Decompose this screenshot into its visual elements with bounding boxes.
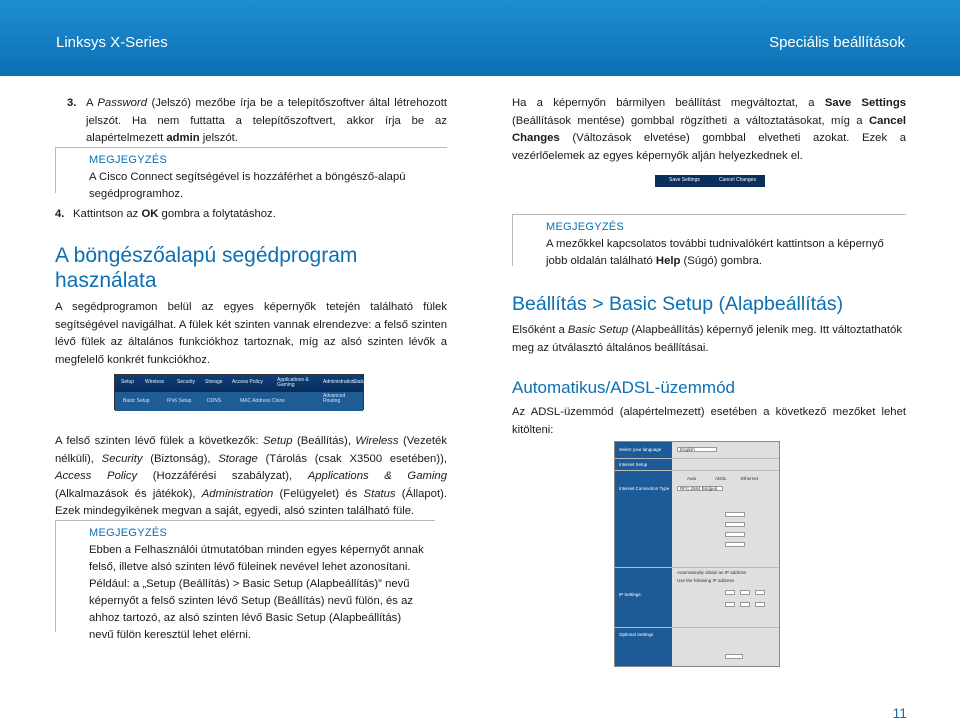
text-run: Basic Setup — [567, 324, 629, 336]
text-run: Access Policy — [55, 470, 138, 482]
note-box-3 — [512, 214, 906, 266]
paragraph — [55, 433, 447, 521]
sub-tab: MAC Address Clone — [240, 398, 286, 404]
form-input — [725, 542, 745, 547]
text-run: Password — [97, 97, 147, 109]
text-run: (Biztonság), — [142, 452, 219, 465]
sub-tab: DDNS — [207, 398, 222, 404]
top-tab: Setup — [121, 379, 135, 385]
form-value: English — [680, 447, 695, 452]
form-label: IP Settings — [619, 592, 641, 597]
form-select — [725, 654, 743, 659]
form-value: Auto — [687, 476, 697, 481]
paragraph — [512, 95, 906, 165]
text-run: Save Settings — [824, 97, 906, 109]
text-run: (Alkalmazások és játékok), — [55, 487, 202, 500]
step-3 — [55, 95, 447, 145]
text-run: admin — [166, 132, 200, 144]
page-number: 11 — [892, 705, 907, 719]
form-value: Ethernet — [741, 476, 759, 481]
section-title: Speciális beállítások — [769, 34, 905, 51]
step-number: 4. — [55, 208, 65, 220]
note-tag: MEGJEGYZÉS — [89, 154, 168, 166]
section-heading: A böngészőalapú segédprogram használata — [55, 244, 358, 292]
form-input — [725, 512, 745, 517]
form-input — [725, 522, 745, 527]
text-run: Wireless — [355, 435, 399, 447]
form-label: Optional Settings — [619, 632, 654, 637]
form-value: ADSL — [715, 476, 727, 481]
step-number: 3. — [67, 97, 77, 109]
text-run: gombra a folytatáshoz. — [158, 208, 276, 220]
text-run: Administration — [201, 487, 274, 500]
form-divider — [615, 627, 780, 628]
form-input — [725, 602, 735, 607]
form-input — [740, 602, 750, 607]
form-label: Internet Setup — [619, 462, 648, 467]
paragraph — [512, 322, 906, 357]
form-value: Use the following IP address — [677, 578, 734, 583]
text-run: Applications & Gaming — [307, 470, 447, 482]
text-run: Storage — [218, 452, 258, 465]
top-tab-bar — [115, 375, 368, 392]
note-text: Például: a „Setup (Beállítás) > Basic Setup (Alapbeállítás)” nevű képernyőt a felső szinten lévő Setup (Beállítás) nevű fülön, és az ahhoz tartozó, az alsó szinten lévő Basic Setup (Alapbeállítás) nevű fülön keresztül lehet elérni. — [89, 578, 414, 641]
page-header — [0, 0, 960, 76]
form-input — [725, 532, 745, 537]
note-text: Ebben a Felhasználói útmutatóban minden egyes képernyőt annak felső, illetve alsó szinten lévő füleinek nevével lehet azonosítani. — [89, 544, 424, 573]
form-input — [725, 590, 735, 595]
sub-heading: Automatikus/ADSL-üzemmód — [512, 378, 735, 397]
text-run: Cancel Changes — [512, 114, 906, 144]
sub-tab-bar — [115, 392, 363, 411]
form-input — [755, 602, 765, 607]
note-text: A Cisco Connect segítségével is hozzáférhet a böngésző-alapú segédprogramhoz. — [89, 171, 406, 200]
text-run: (Változások elvetése) gombbal elvetheti azokat. Ezek a vezérlőelemek az egyes képernyők alján helyezkednek el. — [512, 132, 906, 162]
tab-navigation-screenshot — [114, 374, 368, 410]
form-divider — [615, 567, 780, 568]
sub-tab: IPv6 Setup — [167, 398, 192, 404]
text-run: (Jelszó) mezőbe írja be a telepítőszoftver által létrehozott jelszót. Ha nem futtatta a telepítőszoftvert, akkor írja be az alapértelmezett — [86, 97, 447, 144]
sub-tab: Advanced Routing — [323, 393, 346, 404]
note-box-2 — [55, 520, 435, 641]
text-run: (Felügyelet) és — [273, 487, 364, 500]
text-run: Setup — [263, 435, 293, 447]
basic-setup-form-screenshot — [614, 441, 780, 667]
save-cancel-buttons-screenshot — [655, 175, 765, 187]
text-run: (Alapbeállítás) képernyő jelenik meg. Itt változtathatók meg az útválasztó általános beállításai. — [512, 324, 902, 354]
form-input — [740, 590, 750, 595]
text-run: (Beállítás), — [292, 435, 356, 447]
text-run: jelszót. — [199, 132, 238, 144]
form-input — [755, 590, 765, 595]
text-run: A mezőkkel kapcsolatos további tudnivalókért kattintson a képernyő jobb oldalán található — [546, 238, 884, 267]
form-divider — [615, 458, 780, 459]
top-tab: Status — [353, 379, 368, 385]
form-label: Select your language — [619, 447, 662, 452]
text-run: (Tárolás (csak X3500 esetében)), — [257, 452, 447, 465]
paragraph: A segédprogramon belül az egyes képernyők tetején található fülek segítségével navigálhat. A fülek két szinten vannak elrendezve: a felső szinten lévő fülek az általános funkciókhoz tartoznak, míg az alsó szinten lévők a megfelelő konkrét funkciókhoz. — [55, 301, 447, 366]
top-tab: Administration — [323, 379, 355, 385]
text-run: Kattintson az — [73, 208, 142, 220]
top-tab: Applications & Gaming — [277, 377, 309, 388]
step-text — [73, 206, 443, 224]
form-value: RFC 2684 Bridged — [680, 486, 718, 491]
paragraph: Az ADSL-üzemmód (alapértelmezett) esetében a következő mezőket lehet kitölteni: — [512, 406, 906, 436]
text-run: A felső szinten lévő fülek a következők: — [55, 435, 264, 447]
top-tab: Wireless — [145, 379, 165, 385]
text-run: Elsőként a — [512, 324, 568, 336]
brand-title: Linksys X-Series — [56, 34, 168, 51]
top-tab: Access Policy — [232, 379, 263, 385]
section-heading: Beállítás > Basic Setup (Alapbeállítás) — [512, 293, 844, 315]
text-run: OK — [141, 208, 159, 220]
cancel-changes-label: Cancel Changes — [719, 177, 756, 183]
note-tag: MEGJEGYZÉS — [89, 527, 168, 539]
text-run: Ha a képernyőn bármilyen beállítást megváltoztat, a — [512, 97, 825, 109]
text-run: (Beállítások mentése) gombbal rögzítheti a változtatásokat, míg a — [512, 114, 869, 127]
note-box-1 — [55, 147, 447, 200]
text-run: Status — [363, 487, 396, 500]
form-divider — [615, 470, 780, 471]
top-tab: Storage — [205, 379, 223, 385]
note-tag: MEGJEGYZÉS — [546, 221, 625, 233]
text-run: Security — [101, 452, 143, 465]
form-label: Internet Connection Type — [619, 486, 670, 491]
text-run: A — [86, 97, 98, 109]
text-run: (Súgó) gombra. — [680, 255, 763, 267]
text-run: (Vezeték nélküli), — [55, 435, 447, 465]
top-tab: Security — [177, 379, 196, 385]
form-value: Automatically obtain an IP address — [677, 570, 747, 575]
save-settings-label: Save Settings — [669, 177, 700, 183]
text-run: (Hozzáférési szabályzat), — [137, 470, 308, 482]
step-4 — [55, 206, 447, 224]
text-run: Help — [655, 255, 681, 267]
step-text — [86, 95, 447, 148]
text-run: (Állapot). Ezek mindegyikének megvan a saját, egyedi, alsó szinten található füle. — [55, 487, 447, 517]
sub-tab: Basic Setup — [123, 398, 150, 404]
